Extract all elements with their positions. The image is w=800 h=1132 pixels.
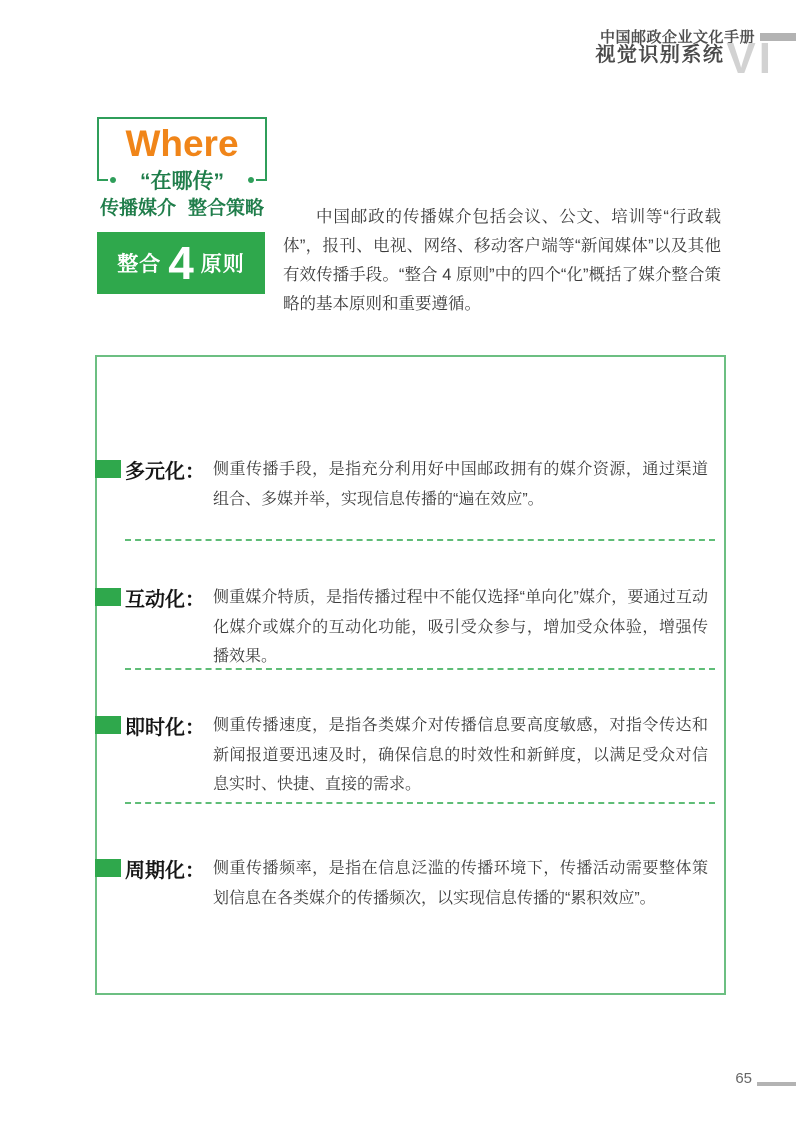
intro-paragraph: 中国邮政的传播媒介包括会议、公文、培训等“行政载体”，报刊、电视、网络、移动客户端等“新闻媒体”以及其他有效传播手段。“整合 4 原则”中的四个“化”概括了媒介整合策略的基本原则和重要遵循。 xyxy=(283,208,721,313)
principle-row-periodicity xyxy=(97,854,724,913)
square-bullet-icon xyxy=(95,716,121,734)
square-bullet-icon xyxy=(95,460,121,478)
where-subtitles xyxy=(100,193,264,220)
bullet-dot-left xyxy=(110,177,116,183)
where-title-cn: “在哪传” xyxy=(140,170,224,193)
square-bullet-icon xyxy=(95,588,121,606)
where-title-en: Where xyxy=(125,123,239,164)
principle-label: 周期化： xyxy=(125,860,205,882)
border-segment-right xyxy=(256,179,267,181)
page-number: 65 xyxy=(735,1070,752,1087)
bullet-dot-right xyxy=(248,177,254,183)
section-code: VI xyxy=(726,34,774,83)
square-bullet-icon xyxy=(95,859,121,877)
principles-box xyxy=(95,355,726,995)
section-title: 视觉识别系统 xyxy=(595,44,725,66)
principle-row-diversification xyxy=(97,455,724,514)
where-box-bottom-border xyxy=(97,167,267,193)
handbook-title: 中国邮政企业文化手册 xyxy=(599,29,755,46)
integration-4-principles-badge xyxy=(97,232,265,294)
principle-label: 互动化： xyxy=(125,589,205,611)
dashed-divider xyxy=(125,539,715,541)
principle-row-immediacy xyxy=(97,711,724,800)
principle-text: 侧重媒介特质，是指传播过程中不能仅选择“单向化”媒介，要通过互动化媒介或媒介的互动化功能，吸引受众参与，增加受众体验，增强传播效果。 xyxy=(213,589,708,666)
badge-suffix: 原则 xyxy=(200,253,245,276)
principle-text: 侧重传播速度，是指各类媒介对传播信息要高度敏感，对指令传达和新闻报道要迅速及时，确保信息的时效性和新鲜度，以满足受众对信息实时、快捷、直接的需求。 xyxy=(213,717,708,794)
subtitle-strategy: 整合策略 xyxy=(187,198,264,219)
principle-label: 多元化： xyxy=(125,461,205,483)
badge-prefix: 整合 xyxy=(117,253,162,276)
badge-number: 4 xyxy=(168,237,194,289)
principle-row-interaction xyxy=(97,583,724,672)
dashed-divider xyxy=(125,802,715,804)
footer-bar xyxy=(757,1082,796,1086)
principle-text: 侧重传播手段，是指充分利用好中国邮政拥有的媒介资源，通过渠道组合、多媒并举，实现信息传播的“遍在效应”。 xyxy=(213,461,708,508)
dashed-divider xyxy=(125,668,715,670)
subtitle-media: 传播媒介 xyxy=(100,198,177,219)
principle-text: 侧重传播频率，是指在信息泛滥的传播环境下，传播活动需要整体策划信息在各类媒介的传播频次，以实现信息传播的“累积效应”。 xyxy=(213,860,708,907)
principle-label: 即时化： xyxy=(125,717,205,739)
border-segment-left xyxy=(97,179,108,181)
